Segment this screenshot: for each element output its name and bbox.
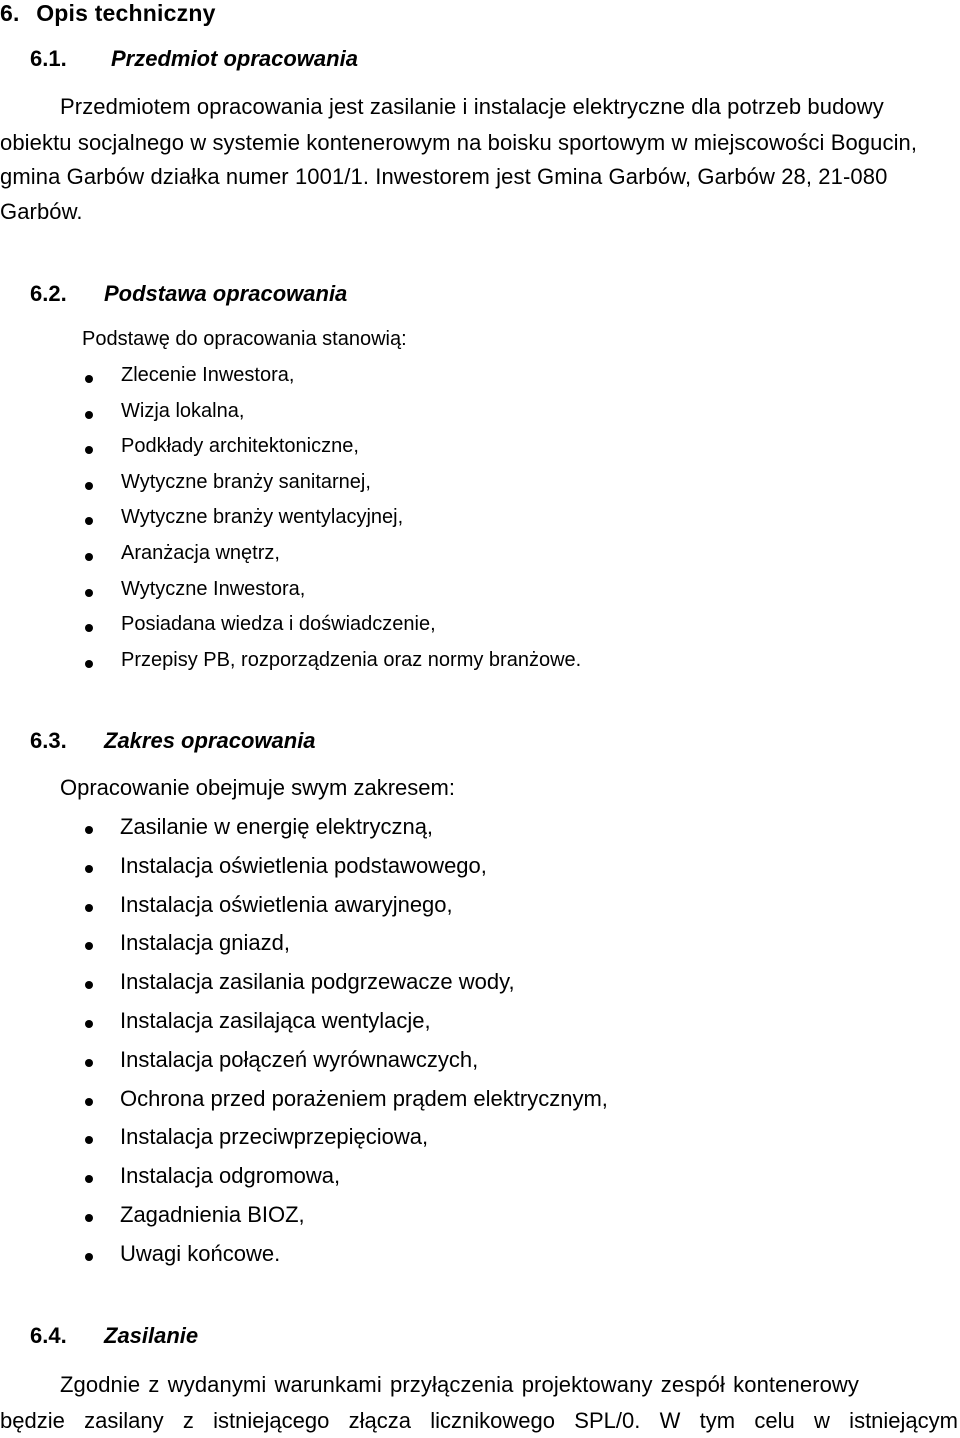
- basis-list-item: Podkłady architektoniczne,: [121, 435, 359, 458]
- bullet-icon: [85, 1136, 93, 1144]
- section-6-4-line-2: będzie zasilany z istniejącego złącza licznikowego SPL/0. W tym celu w istniejącym: [0, 1408, 958, 1433]
- section-6-number: 6.: [0, 0, 20, 26]
- section-6-2-title: Podstawa opracowania: [104, 281, 348, 306]
- scope-list-item: Instalacja gniazd,: [120, 930, 290, 956]
- section-6-1-heading: [30, 46, 67, 72]
- scope-list-item: Instalacja odgromowa,: [120, 1163, 341, 1189]
- scope-list-item: Instalacja zasilająca wentylacje,: [120, 1008, 431, 1033]
- basis-list-item: Wytyczne branży sanitarnej,: [121, 470, 371, 493]
- section-6-1-line-3: gmina Garbów działka numer 1001/1. Inwestorem jest Gmina Garbów, Garbów 28, 21-080: [0, 164, 888, 189]
- scope-list-item: Instalacja przeciwprzepięciowa,: [120, 1124, 429, 1150]
- bullet-icon: [85, 1214, 93, 1222]
- bullet-icon: [85, 865, 93, 873]
- scope-list-item: Instalacja połączeń wyrównawczych,: [120, 1046, 479, 1072]
- scope-list-item: Instalacja oświetlenia podstawowego,: [120, 852, 487, 878]
- bullet-icon: [85, 660, 93, 668]
- scope-list-item: Instalacja oświetlenia awaryjnego,: [120, 891, 453, 917]
- section-6-3-intro: Opracowanie obejmuje swym zakresem:: [60, 775, 455, 800]
- bullet-icon: [85, 904, 93, 912]
- basis-list-item: Wytyczne Inwestora,: [121, 577, 306, 600]
- section-6-1-line-4: Garbów.: [0, 199, 83, 224]
- section-6-3-number: 6.3.: [30, 728, 67, 753]
- bullet-icon: [85, 517, 93, 525]
- bullet-icon: [85, 411, 93, 419]
- bullet-icon: [85, 1020, 93, 1028]
- section-6-4-title: Zasilanie: [104, 1323, 199, 1348]
- bullet-icon: [85, 942, 93, 950]
- basis-list-item: Wytyczne branży wentylacyjnej,: [121, 506, 404, 529]
- section-6-heading: [0, 0, 216, 27]
- basis-list-item: Zlecenie Inwestora,: [121, 364, 295, 386]
- bullet-icon: [85, 1175, 93, 1183]
- section-6-title: Opis techniczny: [36, 0, 216, 26]
- section-6-3-title: Zakres opracowania: [104, 728, 316, 753]
- bullet-icon: [85, 826, 93, 834]
- bullet-icon: [85, 1059, 93, 1067]
- section-6-2-number: 6.2.: [30, 281, 67, 306]
- section-6-1-title: Przedmiot opracowania: [111, 46, 358, 71]
- section-6-4-number: 6.4.: [30, 1323, 67, 1348]
- scope-list-item: Instalacja zasilania podgrzewacze wody,: [120, 969, 515, 995]
- bullet-icon: [85, 1098, 93, 1106]
- scope-list-item: Zagadnienia BIOZ,: [120, 1202, 305, 1227]
- basis-list-item: Aranżacja wnętrz,: [121, 542, 280, 564]
- bullet-icon: [85, 553, 93, 561]
- bullet-icon: [85, 981, 93, 989]
- section-6-2-intro: Podstawę do opracowania stanowią:: [82, 328, 407, 350]
- section-6-4-line-1: Zgodnie z wydanymi warunkami przyłączenia projektowany zespół kontenerowy: [60, 1372, 860, 1397]
- basis-list-item: Wizja lokalna,: [121, 399, 245, 422]
- section-6-1-line-2: obiektu socjalnego w systemie kontenerowym na boisku sportowym w miejscowości Bogucin,: [0, 130, 918, 155]
- section-6-1-line-1: Przedmiotem opracowania jest zasilanie i instalacje elektryczne dla potrzeb budowy: [60, 94, 884, 119]
- scope-list-item: Uwagi końcowe.: [120, 1240, 281, 1266]
- basis-list-item: Przepisy PB, rozporządzenia oraz normy branżowe.: [121, 648, 582, 671]
- bullet-icon: [85, 589, 93, 597]
- section-6-1-number: 6.1.: [30, 46, 67, 71]
- scope-list-item: Zasilanie w energię elektryczną,: [120, 814, 434, 839]
- bullet-icon: [85, 446, 93, 454]
- bullet-icon: [85, 624, 93, 632]
- bullet-icon: [85, 375, 93, 383]
- scope-list-item: Ochrona przed porażeniem prądem elektrycznym,: [120, 1085, 608, 1111]
- bullet-icon: [85, 1253, 93, 1261]
- basis-list-item: Posiadana wiedza i doświadczenie,: [121, 613, 436, 636]
- bullet-icon: [85, 482, 93, 490]
